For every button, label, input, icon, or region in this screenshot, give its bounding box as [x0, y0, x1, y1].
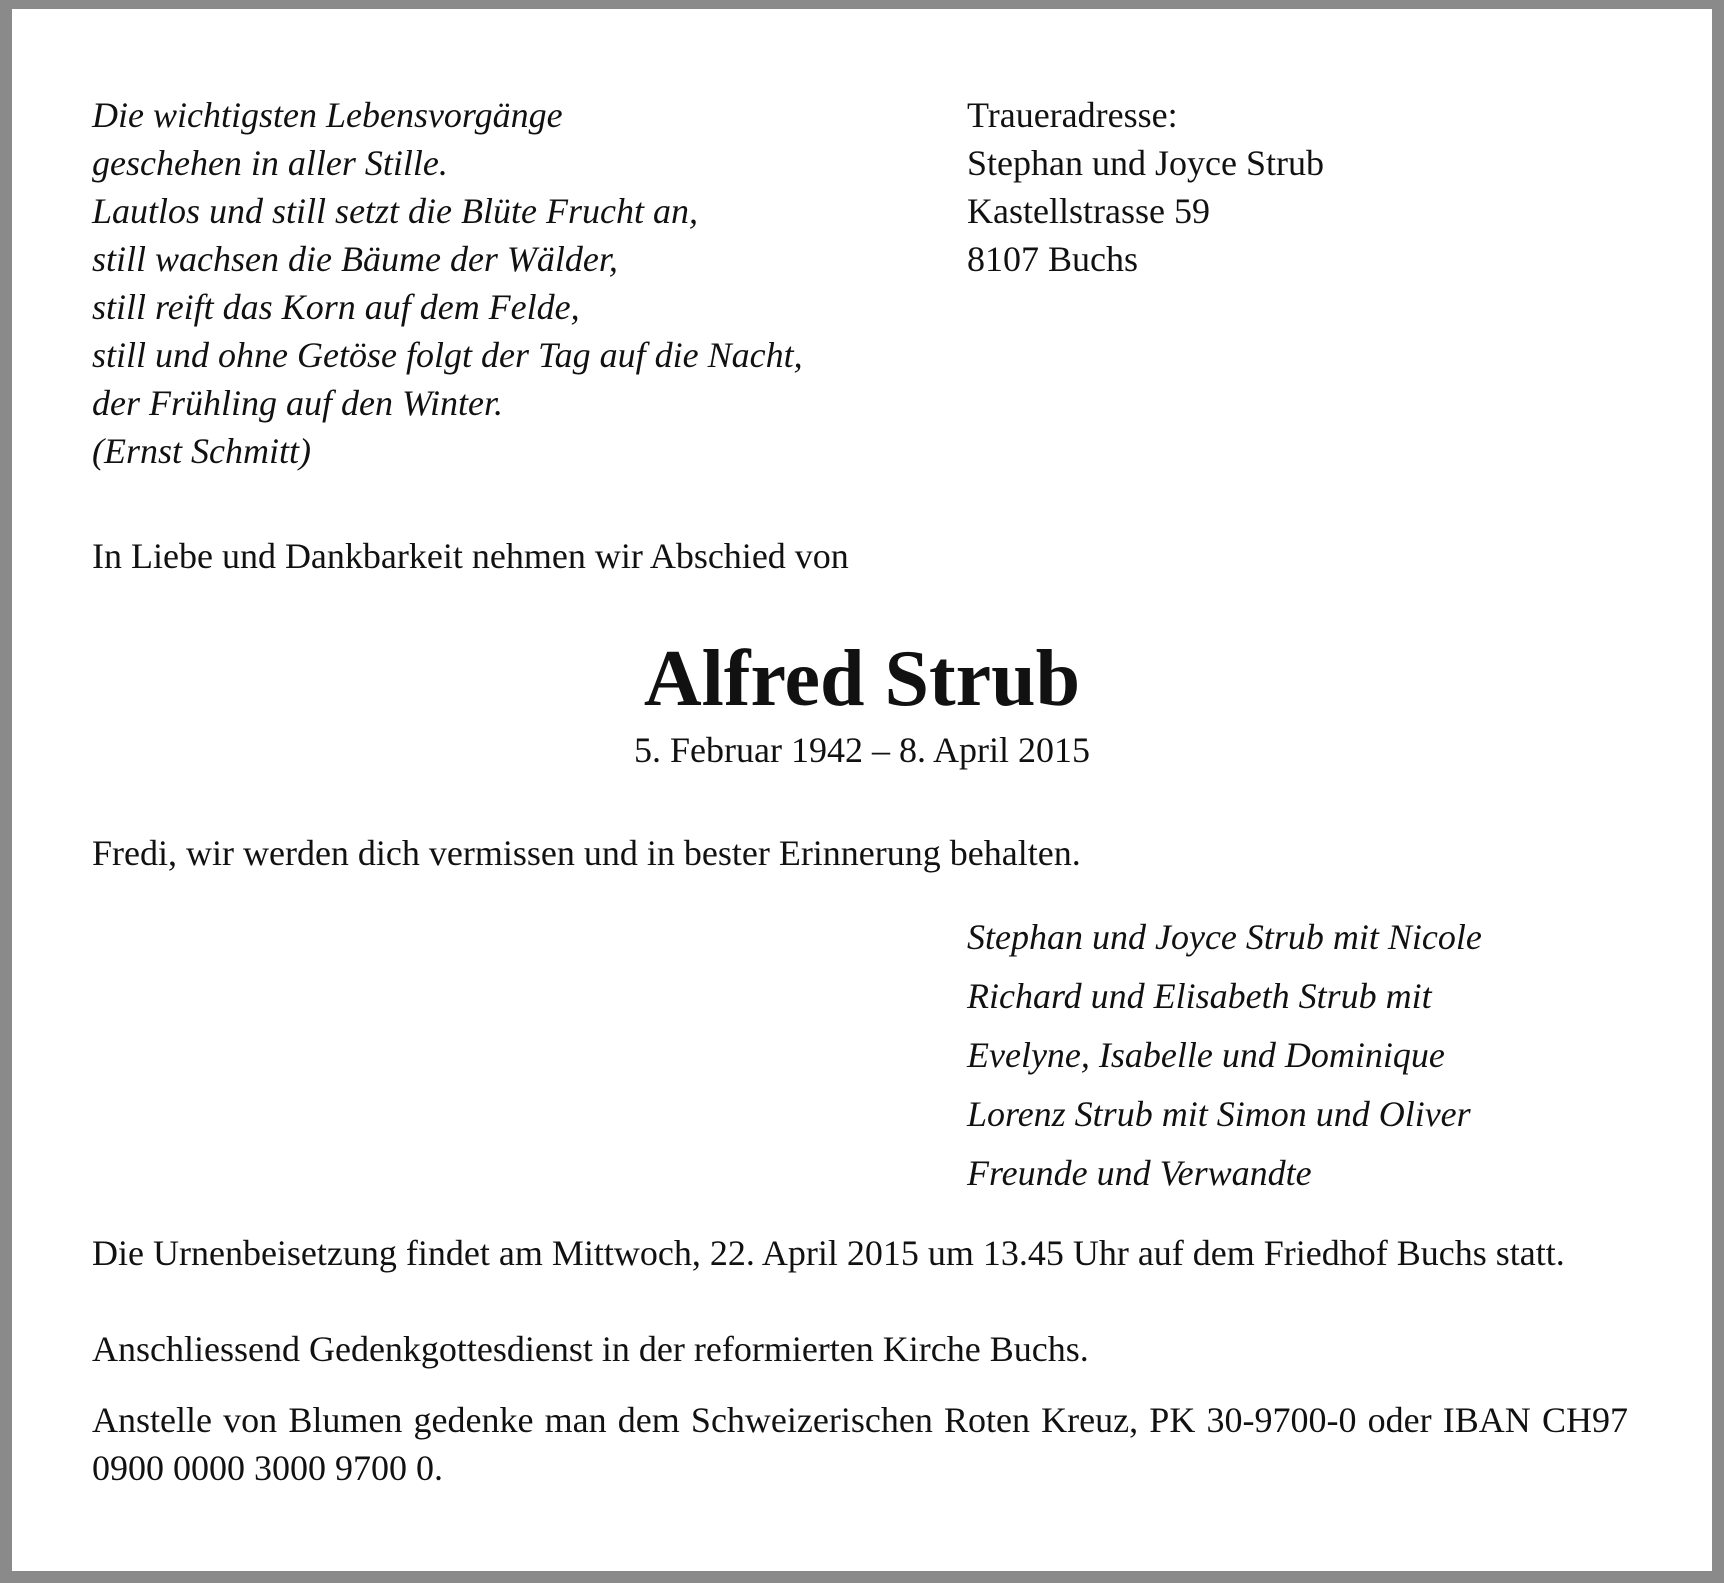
poem-line: still und ohne Getöse folgt der Tag auf die Nacht,	[92, 335, 803, 375]
relative-line: Stephan und Joyce Strub mit Nicole	[967, 917, 1482, 957]
relative-line: Freunde und Verwandte	[967, 1153, 1312, 1193]
burial-notice: Die Urnenbeisetzung findet am Mittwoch, 22. April 2015 um 13.45 Uhr auf dem Friedhof Buchs statt.	[92, 1233, 1565, 1273]
poem-line: still reift das Korn auf dem Felde,	[92, 287, 580, 327]
farewell-text: Fredi, wir werden dich vermissen und in bester Erinnerung behalten.	[92, 833, 1081, 873]
mourning-address	[967, 91, 1324, 283]
relative-line: Lorenz Strub mit Simon und Oliver	[967, 1094, 1471, 1134]
memorial-service-notice: Anschliessend Gedenkgottesdienst in der reformierten Kirche Buchs.	[92, 1329, 1089, 1369]
address-line: 8107 Buchs	[967, 239, 1138, 279]
intro-text: In Liebe und Dankbarkeit nehmen wir Abschied von	[92, 536, 849, 576]
poem	[92, 91, 803, 475]
address-heading: Traueradresse:	[967, 95, 1178, 135]
deceased-name: Alfred Strub	[643, 635, 1081, 723]
relatives-list	[967, 908, 1482, 1203]
life-dates: 5. Februar 1942 – 8. April 2015	[634, 730, 1090, 770]
poem-line: geschehen in aller Stille.	[92, 143, 448, 183]
address-line: Kastellstrasse 59	[967, 191, 1210, 231]
donation-notice: Anstelle von Blumen gedenke man dem Schweizerischen Roten Kreuz, PK 30-9700-0 oder IBAN CH97 0900 0000 3000 9700 0.	[92, 1400, 1628, 1488]
poem-line: Die wichtigsten Lebensvorgänge	[92, 95, 563, 135]
relative-line: Richard und Elisabeth Strub mit	[967, 976, 1432, 1016]
address-line: Stephan und Joyce Strub	[967, 143, 1324, 183]
poem-author: (Ernst Schmitt)	[92, 431, 311, 471]
relative-line: Evelyne, Isabelle und Dominique	[967, 1035, 1445, 1075]
poem-line: der Frühling auf den Winter.	[92, 383, 503, 423]
poem-line: Lautlos und still setzt die Blüte Frucht an,	[92, 191, 698, 231]
poem-line: still wachsen die Bäume der Wälder,	[92, 239, 618, 279]
obituary-page	[12, 9, 1712, 1571]
